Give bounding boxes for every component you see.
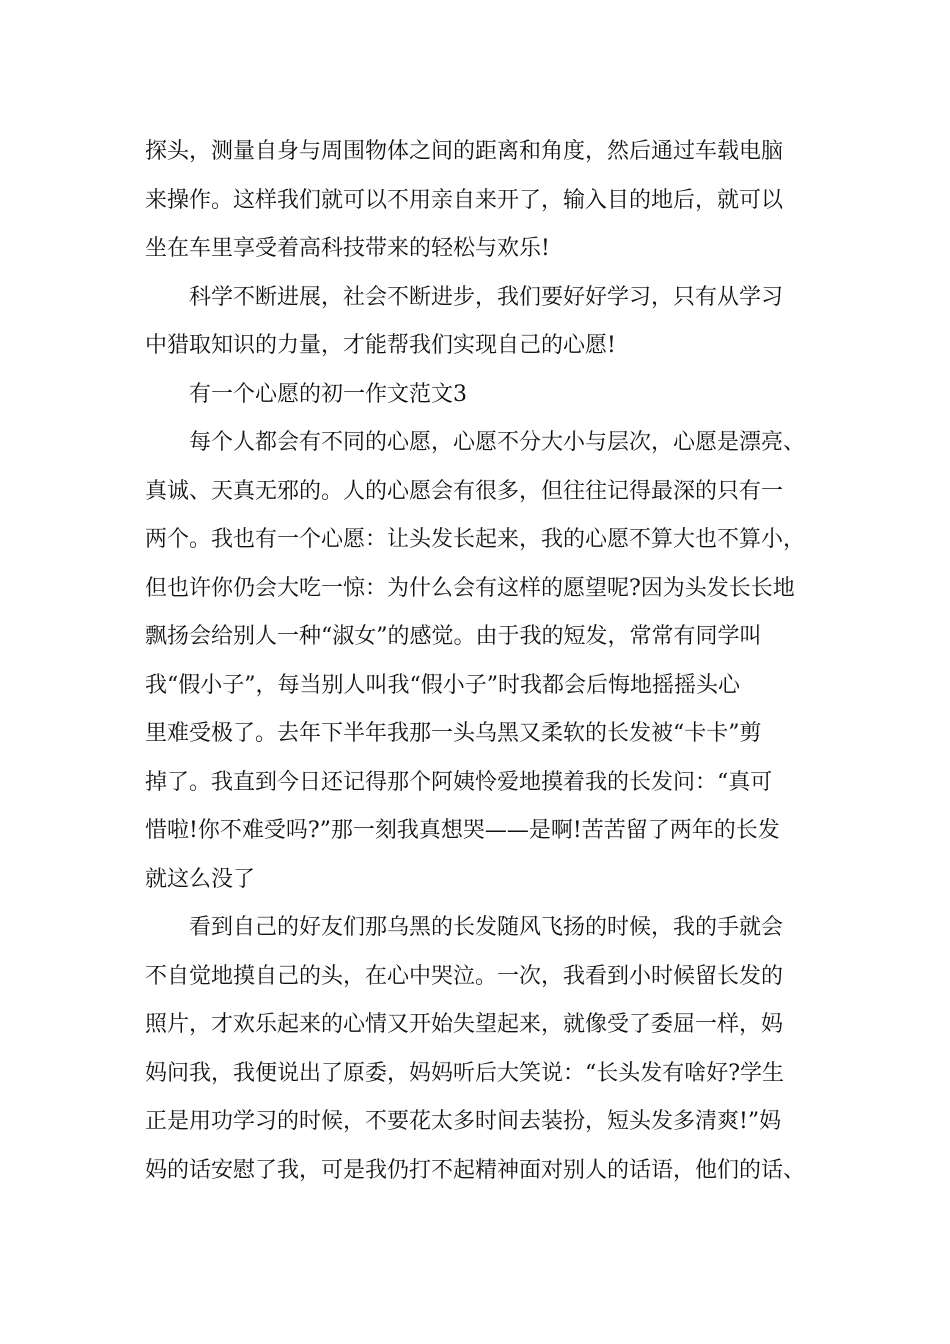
text-line: 来操作。这样我们就可以不用亲自来开了，输入目的地后，就可以 xyxy=(145,187,784,213)
text-line: 两个。我也有一个心愿：让头发长起来，我的心愿不算大也不算小， xyxy=(145,527,806,552)
text-line: 但也许你仍会大吃一惊：为什么会有这样的愿望呢?因为头发长长地 xyxy=(145,575,795,601)
text-line: 里难受极了。去年下半年我那一头乌黑又柔软的长发被“卡卡”剪 xyxy=(145,721,762,746)
text-line: 惜啦!你不难受吗?”那一刻我真想哭——是啊!苦苦留了两年的长发 xyxy=(145,818,780,843)
text-line: 正是用功学习的时候，不要花太多时间去装扮，短头发多清爽!”妈 xyxy=(145,1109,782,1134)
text-line: 真诚、天真无邪的。人的心愿会有很多，但往往记得最深的只有一 xyxy=(145,478,784,504)
text-line: 我“假小子”，每当别人叫我“假小子”时我都会后悔地摇摇头心 xyxy=(145,672,740,698)
text-line: 科学不断进展，社会不断进步，我们要好好学习，只有从学习 xyxy=(189,284,784,310)
text-line: 探头，测量自身与周围物体之间的距离和角度，然后通过车载电脑 xyxy=(145,139,784,164)
text-line: 坐在车里享受着高科技带来的轻松与欢乐! xyxy=(145,236,550,261)
text-line: 妈的话安慰了我，可是我仍打不起精神面对别人的话语，他们的话、 xyxy=(145,1157,806,1183)
section-heading: 有一个心愿的初一作文范文3 xyxy=(189,381,467,407)
text-line: 就这么没了 xyxy=(145,866,256,892)
document-body xyxy=(145,128,827,1195)
text-line: 不自觉地摸自己的头，在心中哭泣。一次，我看到小时候留长发的 xyxy=(145,963,784,989)
text-line: 妈问我，我便说出了原委，妈妈听后大笑说：“长头发有啥好?学生 xyxy=(145,1060,785,1086)
text-line: 飘扬会给别人一种“淑女”的感觉。由于我的短发，常常有同学叫 xyxy=(145,624,762,649)
text-line: 看到自己的好友们那乌黑的长发随风飞扬的时候，我的手就会 xyxy=(189,915,784,940)
text-line: 中猎取知识的力量，才能帮我们实现自己的心愿! xyxy=(145,333,616,358)
text-line: 每个人都会有不同的心愿，心愿不分大小与层次，心愿是漂亮、 xyxy=(189,430,806,455)
text-line: 照片，才欢乐起来的心情又开始失望起来，就像受了委屈一样，妈 xyxy=(145,1012,784,1037)
text-line: 掉了。我直到今日还记得那个阿姨怜爱地摸着我的长发问：“真可 xyxy=(145,769,773,795)
